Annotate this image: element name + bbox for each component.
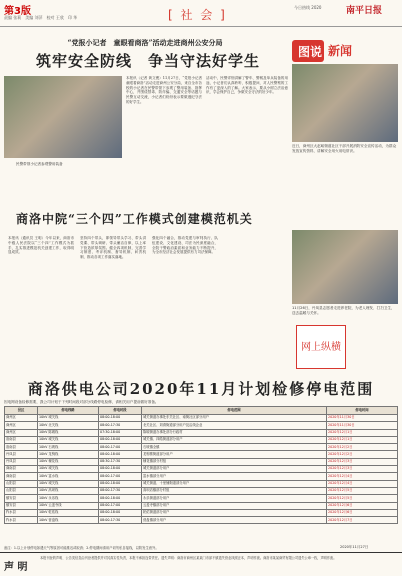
story1-body-col1: [126, 76, 202, 194]
news-tag-label: 图说: [298, 45, 323, 59]
table-cell: 2020年12月3日: [327, 466, 398, 473]
table-cell: 城关街道、十里铺街道部分用户: [142, 480, 327, 487]
outage-table: [4, 406, 398, 524]
table-cell: 10kV 石坡线: [38, 444, 99, 451]
table-cell: 10kV 高坝线: [38, 487, 99, 494]
newspaper-logo: 南平日报: [346, 6, 383, 16]
edition-number: 第3版: [4, 6, 31, 17]
news-tag-suffix: 新闻: [328, 44, 353, 58]
table-cell: 北关社区、刘湾街道部分用户及沿线企业: [142, 422, 327, 429]
page-header: [0, 0, 402, 27]
table-row: [5, 436, 398, 443]
table-cell: 云盖寺镇部分用户: [142, 502, 327, 509]
story2-body-col2: [80, 236, 146, 348]
table-cell: 08:00-18:00: [99, 495, 142, 502]
table-cell: 镇安县: [5, 502, 38, 509]
table-cell: 08:00-17:00: [99, 473, 142, 480]
table-cell: 商南县: [5, 473, 38, 480]
table-cell: 08:00-18:00: [99, 480, 142, 487]
table-cell: 10kV 陈塬线: [38, 429, 99, 436]
table-note: 备注：1.以上计划停电如遇天气等原因可能推迟或取消；2.停电期间请用户切勿私自接线，以防发生意外。: [4, 546, 159, 550]
table-cell: 山阳县: [5, 480, 38, 487]
editor-credits: 责编 张莉 美编 刘萍 校对 王欣 印 华: [4, 15, 78, 20]
table-row: [5, 429, 398, 436]
table-cell: 洛南县: [5, 436, 38, 443]
table-cell: 10kV 城关线: [38, 436, 99, 443]
table-cell: 城关街道部分用户: [142, 466, 327, 473]
table-body: [5, 415, 398, 524]
table-cell: 商州区: [5, 429, 38, 436]
table-cell: 永乐街道部分用户: [142, 495, 327, 502]
table-cell: 商州区: [5, 415, 38, 422]
table-cell: 营盘镇部分用户: [142, 517, 327, 524]
table-cell: 柞水县: [5, 509, 38, 516]
table-row: [5, 487, 398, 494]
table-row: [5, 517, 398, 524]
table-intro: 因电网设备检修需要，我公司计划于下列时间段对部分线路停电检修，请相关用户提前做好准备。: [4, 400, 159, 404]
table-cell: 2020年12月1日: [327, 429, 398, 436]
column-header: 停电范围: [142, 407, 327, 415]
story2-body-col3: [152, 236, 218, 348]
table-row: [5, 495, 398, 502]
story1-photo: [4, 76, 122, 158]
table-cell: 镇安县: [5, 495, 38, 502]
table-cell: 商南县: [5, 466, 38, 473]
table-cell: 10kV 永乐线: [38, 495, 99, 502]
story1-paragraph: 活动中，民警详细讲解了警车、警械及单兵装备的用途，小记者们认真聆听、积极提问，对人民警察的工作有了更深入的了解。大家表示，要从小树立法治意识，学会保护自己，争做安全守法的好少年。: [206, 76, 288, 95]
table-cell: 柞水县: [5, 517, 38, 524]
table-cell: 08:00-17:30: [99, 487, 142, 494]
table-cell: 08:00-18:00: [99, 436, 142, 443]
table-cell: 07:30-18:00: [99, 429, 142, 436]
news-tag: [292, 40, 324, 62]
table-row: [5, 480, 398, 487]
table-cell: 08:00-18:00: [99, 415, 142, 422]
table-cell: 10kV 富水线: [38, 473, 99, 480]
table-row: [5, 466, 398, 473]
table-cell: 丹凤县: [5, 458, 38, 465]
table-cell: 棣花镇部分村组: [142, 458, 327, 465]
story1-body-col2: [206, 76, 288, 194]
table-cell: 2020年12月3日: [327, 458, 398, 465]
table-cell: 10kV 云盖寺线: [38, 502, 99, 509]
right-photo-1: [292, 64, 398, 142]
column-header: 停电线路: [38, 407, 99, 415]
table-row: [5, 458, 398, 465]
column-header: 停电时间: [327, 407, 398, 415]
table-cell: 08:00-18:00: [99, 451, 142, 458]
table-cell: 2020年12月7日: [327, 517, 398, 524]
table-cell: 08:00-18:00: [99, 466, 142, 473]
story2-body-col1: [8, 236, 74, 348]
table-cell: 城关镇、四皓街道部分用户: [142, 436, 327, 443]
table-cell: 10kV 北关线: [38, 422, 99, 429]
table-cell: 10kV 乾佑线: [38, 509, 99, 516]
table-cell: 商州区: [5, 422, 38, 429]
table-cell: 2020年12月4日: [327, 480, 398, 487]
table-cell: 2020年12月6日: [327, 509, 398, 516]
table-row: [5, 451, 398, 458]
table-cell: 08:00-17:30: [99, 517, 142, 524]
table-cell: 08:00-18:00: [99, 509, 142, 516]
right-photo-2: [292, 230, 398, 304]
table-row: [5, 415, 398, 422]
story2-headline: 商洛中院“三个四”工作模式创建模范机关: [16, 212, 253, 226]
story2-paragraph: 本报讯（通讯员 王明）今年以来，商洛市中级人民法院以“三个四”工作模式为抓手，扎实推进模范机关创建工作，取得明显成效。: [8, 236, 74, 255]
statement-footer: [0, 552, 402, 576]
table-cell: 08:00-17:00: [99, 502, 142, 509]
table-cell: 城关街道办事处东关社区、南街社区部分用户: [142, 415, 327, 422]
story1-kicker: “党报小记者 童眼看商洛”活动走进商州公安分局: [67, 38, 223, 47]
section-title: [ 社 会 ]: [168, 8, 227, 22]
table-cell: 10kV 城关线: [38, 415, 99, 422]
hotline-text: 今日热线 2020: [294, 5, 322, 10]
table-cell: 2020年11月30日: [327, 415, 398, 422]
table-cell: 石坡镇全镇: [142, 444, 327, 451]
table-cell: 2020年12月5日: [327, 487, 398, 494]
story1-photo-caption: 民警带领小记者参观警用装备: [16, 162, 63, 166]
table-cell: 2020年12月6日: [327, 502, 398, 509]
table-cell: 10kV 棣花线: [38, 458, 99, 465]
table-row: [5, 473, 398, 480]
table-header-row: [5, 407, 398, 415]
story2-paragraph: 坚持四个带头，即领导带头学习、带头讲党课、带头调研、带头廉洁自律，以上率下营造浓厚氛围。健全四项机制，完善学习制度、考评机制、督导机制、问责机制，推动各项工作落实落地。: [80, 236, 146, 260]
table-row: [5, 502, 398, 509]
column-header: 县区: [5, 407, 38, 415]
table-cell: 洛南县: [5, 444, 38, 451]
table-cell: 10kV 龙驹线: [38, 451, 99, 458]
story1-paragraph: 本报讯（记者 黄文俊）11月27日，“党报小记者 童眼看商洛”活动走进商州公安分局，来自全市各校的小记者在民警带领下参观了警用装备、指挥中心，并围绕禁毒、防诈骗、交通安全等话题与民警互动交流，小记者们纷纷表示要做遵纪守法的好学生。: [126, 76, 202, 104]
table-cell: 富水镇部分用户: [142, 473, 327, 480]
story1-headline: 筑牢安全防线 争当守法好学生: [35, 52, 260, 70]
column-header: 停电时段: [99, 407, 142, 415]
table-cell: 乾佑街道部分用户: [142, 509, 327, 516]
table-cell: 10kV 城关线: [38, 480, 99, 487]
table-cell: 10kV 城关线: [38, 466, 99, 473]
table-cell: 2020年11月30日: [327, 422, 398, 429]
table-cell: 08:00-17:00: [99, 444, 142, 451]
table-cell: 10kV 营盘线: [38, 517, 99, 524]
statement-label: 声 明: [4, 562, 28, 573]
table-row: [5, 422, 398, 429]
table-date: 2020年11月27日: [340, 545, 369, 549]
table-cell: 龙驹寨街道部分用户: [142, 451, 327, 458]
story2-paragraph: 强化四个融合，推动党建与审判执行、队伍建设、文化建设、司法为民深度融合，全院干警政治素质和业务能力不断提升，为全市经济社会发展提供有力司法保障。: [152, 236, 218, 255]
table-cell: 丹凤县: [5, 451, 38, 458]
right-photo-1-caption: 近日，商州区大赵峪街道社区干部开展消防安全宣传活动，为群众发放宣传资料，讲解安全用火用电常识。: [292, 144, 397, 153]
table-cell: 2020年12月2日: [327, 444, 398, 451]
table-cell: 2020年12月2日: [327, 451, 398, 458]
right-photo-2-caption: 11月26日，丹凤县志愿者走进养老院，为老人理发、打扫卫生，送去温暖与关怀。: [292, 306, 395, 315]
statement-text: 本报刊登的声明、公告类信息由刊登者提供并对其真实性负责，本报不承担连带责任。遗失声明：商洛市商州区某某门市部不慎遗失营业执照正本，声明作废。商洛市某某商贸有限公司遗失公章一枚，声明作废。: [40, 556, 337, 560]
table-row: [5, 444, 398, 451]
table-cell: 2020年12月5日: [327, 495, 398, 502]
table-cell: 山阳县: [5, 487, 38, 494]
table-cell: 高坝店镇部分村组: [142, 487, 327, 494]
table-cell: 2020年12月1日: [327, 436, 398, 443]
table-cell: 08:30-17:30: [99, 458, 142, 465]
table-cell: 陈塬街道办事处部分行政村: [142, 429, 327, 436]
table-cell: 08:00-17:30: [99, 422, 142, 429]
section-seal-label: 网上纵横: [301, 342, 341, 353]
table-row: [5, 509, 398, 516]
section-seal: [296, 325, 346, 369]
table-title: 商洛供电公司2020年11月计划检修停电范围: [27, 380, 375, 398]
table-cell: 2020年12月4日: [327, 473, 398, 480]
